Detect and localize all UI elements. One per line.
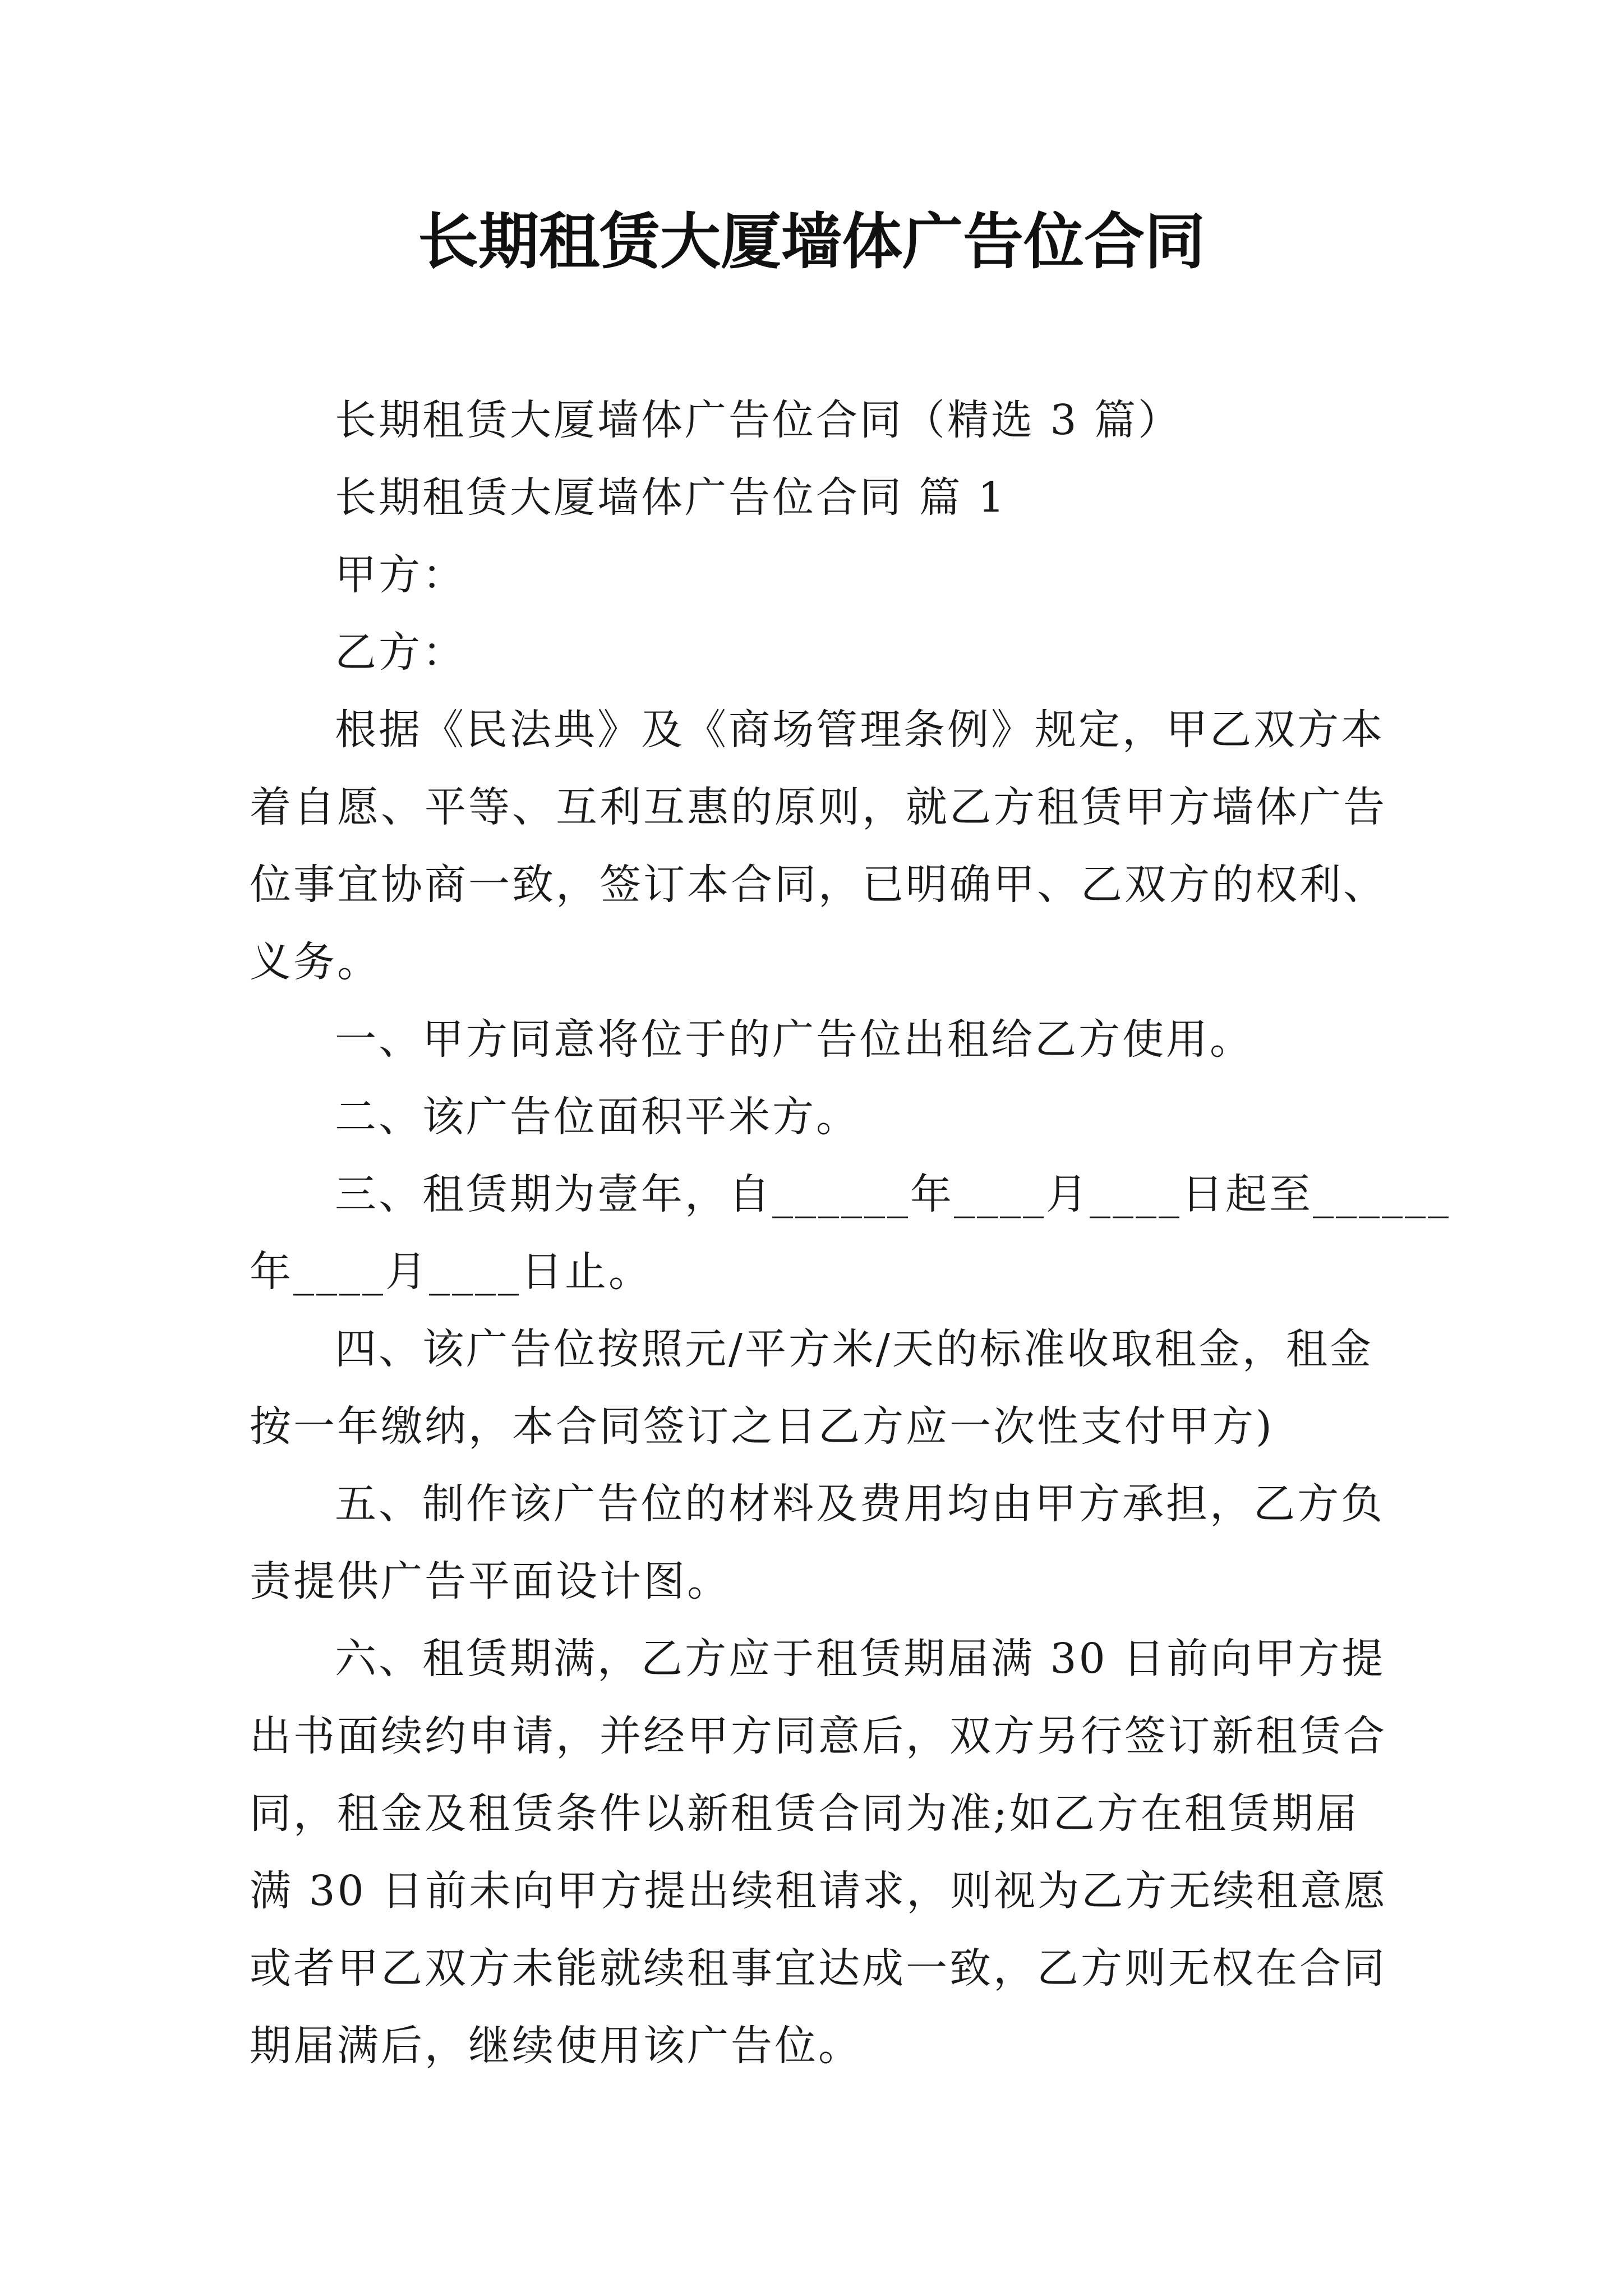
text-line <box>250 769 1394 846</box>
text-line <box>250 846 1394 923</box>
clause-1: 一、甲方同意将位于的广告位出租给乙方使用。 <box>335 1015 1253 1064</box>
text-line <box>250 1697 1394 1775</box>
clause-6: 期届满后，继续使用该广告位。 <box>250 2022 862 2070</box>
document-body <box>250 381 1451 2085</box>
preamble-text: 位事宜协商一致，签订本合同，已明确甲、乙双方的权利、 <box>250 861 1387 909</box>
clause-2: 二、该广告位面积平米方。 <box>335 1093 860 1141</box>
text-line <box>250 923 1394 1001</box>
text-line <box>250 1543 1394 1620</box>
text-line <box>250 536 1394 614</box>
clause-5: 责提供广告平面设计图。 <box>250 1557 731 1605</box>
clause-6: 六、租赁期满，乙方应于租赁期届满 30 日前向甲方提 <box>335 1635 1386 1683</box>
document-title: 长期租赁大厦墙体广告位合同 <box>417 207 1205 277</box>
clause-6: 或者甲乙双方未能就续租事宜达成一致，乙方则无权在合同 <box>250 1944 1387 1993</box>
clause-6: 同，租金及租赁条件以新租赁合同为准;如乙方在租赁期届 <box>250 1789 1359 1838</box>
text-line <box>250 1001 1394 1078</box>
clause-3: 三、租赁期为壹年，自______年____月____日起至______ <box>335 1170 1451 1218</box>
text-line <box>250 1620 1394 1697</box>
text-line <box>250 1852 1394 1930</box>
party-a-label: 甲方： <box>335 551 466 599</box>
text-line <box>250 1310 1394 1388</box>
clause-4: 四、该广告位按照元/平方米/天的标准收取租金，租金 <box>335 1325 1373 1373</box>
text-line <box>250 691 1394 769</box>
clause-4: 按一年缴纳，本合同签订之日乙方应一次性支付甲方) <box>250 1402 1274 1451</box>
text-line <box>250 381 1394 459</box>
section-heading: 长期租赁大厦墙体广告位合同 篇 1 <box>335 473 1007 522</box>
party-b-label: 乙方： <box>335 628 466 677</box>
text-line <box>250 1775 1394 1852</box>
preamble-text: 着自愿、平等、互利互惠的原则，就乙方租赁甲方墙体广告 <box>250 783 1387 831</box>
preamble-text: 义务。 <box>250 938 381 986</box>
text-line <box>250 459 1394 536</box>
text-line <box>250 1388 1394 1465</box>
text-line <box>250 1465 1394 1543</box>
clause-5: 五、制作该广告位的材料及费用均由甲方承担，乙方负 <box>335 1480 1385 1528</box>
subtitle-line: 长期租赁大厦墙体广告位合同（精选 3 篇） <box>335 396 1182 444</box>
text-line <box>250 1078 1394 1156</box>
clause-6: 满 30 日前未向甲方提出续租请求，则视为乙方无续租意愿 <box>250 1867 1388 1915</box>
clause-3: 年____月____日止。 <box>250 1248 652 1296</box>
text-line <box>250 2007 1394 2085</box>
text-line <box>250 1930 1394 2007</box>
text-line <box>250 1156 1451 1233</box>
preamble-text: 根据《民法典》及《商场管理条例》规定，甲乙双方本 <box>335 706 1385 754</box>
text-line <box>250 1233 1394 1310</box>
text-line <box>250 614 1394 691</box>
clause-6: 出书面续约申请，并经甲方同意后，双方另行签订新租赁合 <box>250 1712 1387 1760</box>
